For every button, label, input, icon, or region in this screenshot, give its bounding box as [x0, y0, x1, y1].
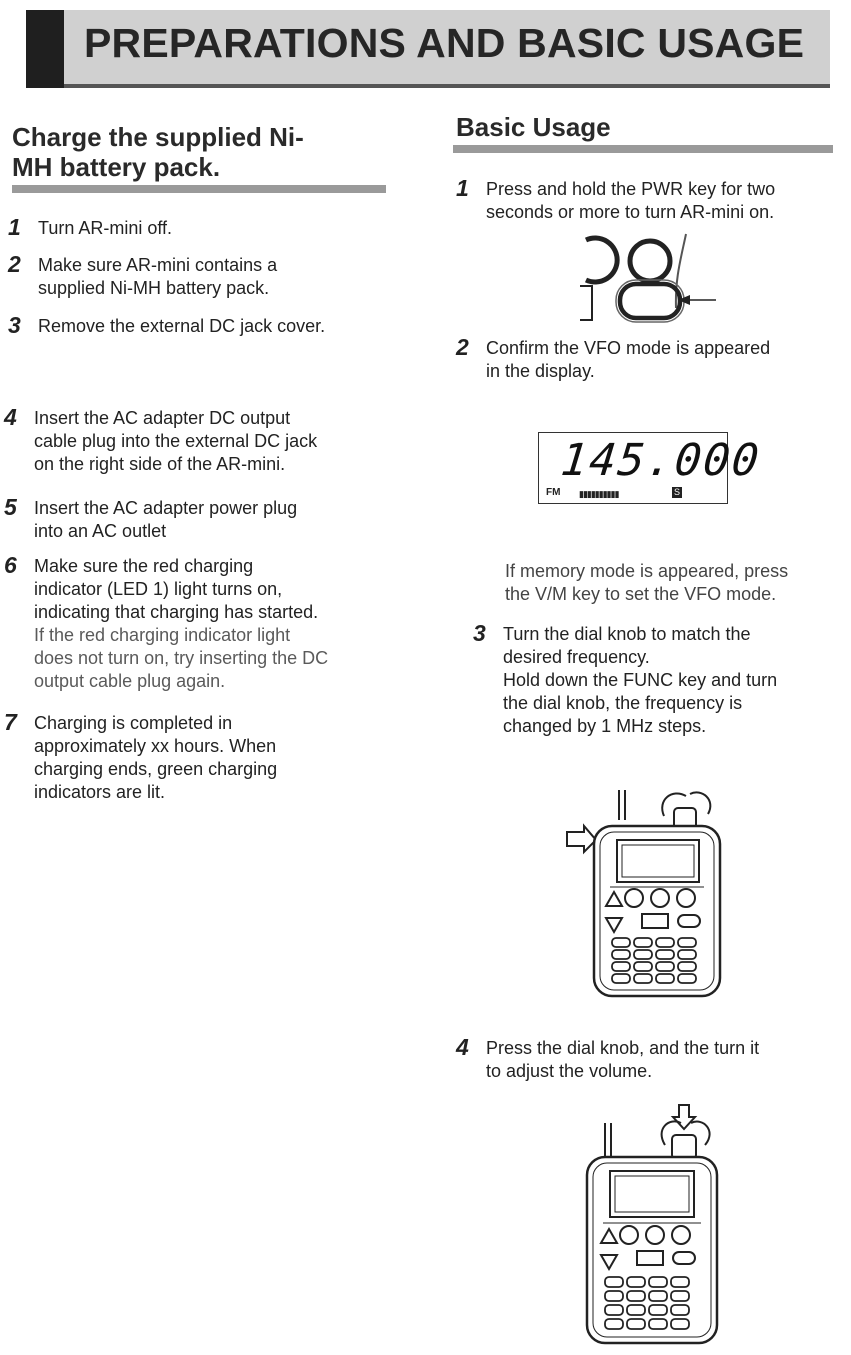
step-text: the dial knob, the frequency is [503, 693, 743, 713]
step-text: into an AC outlet [34, 521, 167, 541]
step-number: 2 [8, 251, 21, 277]
step-text: Press the dial knob, and the turn it [486, 1038, 760, 1058]
step-text: Confirm the VFO mode is appeared [486, 338, 771, 358]
step-text: Hold down the FUNC key and turn [503, 670, 778, 690]
step-text: Charging is completed in [34, 713, 233, 733]
step-note: If the red charging indicator light [34, 625, 291, 645]
note-line: If memory mode is appeared, press [505, 561, 789, 581]
step-number: 4 [4, 404, 17, 430]
page-title: PREPARATIONS AND BASIC USAGE [84, 20, 805, 66]
page-banner [26, 10, 830, 88]
step-note: does not turn on, try inserting the DC [34, 648, 329, 668]
step-text: Turn the dial knob to match the [503, 624, 751, 644]
radio-receiver-illustration [573, 1103, 743, 1348]
step-number: 7 [4, 709, 17, 735]
step-text: to adjust the volume. [486, 1061, 653, 1081]
right-heading-rule [453, 145, 833, 153]
lcd-mode: FM [546, 487, 561, 498]
banner-accent-bar [26, 10, 64, 88]
step-text: charging ends, green charging [34, 759, 278, 779]
left-heading-line: MH battery pack. [12, 152, 221, 182]
step-text: changed by 1 MHz steps. [503, 716, 707, 736]
step-text: on the right side of the AR-mini. [34, 454, 286, 474]
step-text: Insert the AC adapter power plug [34, 498, 298, 518]
step-text: indicator (LED 1) light turns on, [34, 579, 283, 599]
step-text: supplied Ni-MH battery pack. [38, 278, 270, 298]
note-line: the V/M key to set the VFO mode. [505, 584, 777, 604]
step-text: indicators are lit. [34, 782, 166, 802]
step-text: indicating that charging has started. [34, 602, 319, 622]
radio-receiver-illustration [562, 790, 732, 1000]
step-number: 3 [8, 312, 21, 338]
step-text: Make sure AR-mini contains a [38, 255, 278, 275]
step-text: Press and hold the PWR key for two [486, 179, 776, 199]
step-text: in the display. [486, 361, 595, 381]
lcd-frequency: 145.000 [558, 435, 764, 486]
pwr-key-illustration [578, 228, 720, 326]
left-heading-rule [12, 185, 386, 193]
step-number: 1 [8, 214, 21, 240]
step-number: 5 [4, 494, 17, 520]
step-text: Turn AR-mini off. [38, 218, 173, 238]
lcd-display [538, 432, 764, 504]
step-number: 1 [456, 175, 469, 201]
step-text: cable plug into the external DC jack [34, 431, 318, 451]
step-text: Remove the external DC jack cover. [38, 316, 326, 336]
lcd-s-icon: S [673, 487, 680, 497]
right-heading: Basic Usage [456, 112, 611, 142]
step-text: Make sure the red charging [34, 556, 254, 576]
memory-mode-note [505, 560, 788, 606]
step-text: Insert the AC adapter DC output [34, 408, 291, 428]
left-heading-line: Charge the supplied Ni- [12, 122, 304, 152]
step-number: 3 [473, 620, 486, 646]
step-number: 6 [4, 552, 17, 578]
step-text: seconds or more to turn AR-mini on. [486, 202, 775, 222]
step-number: 2 [456, 334, 469, 360]
step-number: 4 [456, 1034, 469, 1060]
step-text: approximately xx hours. When [34, 736, 277, 756]
left-heading [12, 122, 304, 182]
lcd-signal-meter: ▮▮▮▮▮▮▮▮▮▮ [579, 489, 619, 499]
step-text: desired frequency. [503, 647, 650, 667]
step-note: output cable plug again. [34, 671, 226, 691]
